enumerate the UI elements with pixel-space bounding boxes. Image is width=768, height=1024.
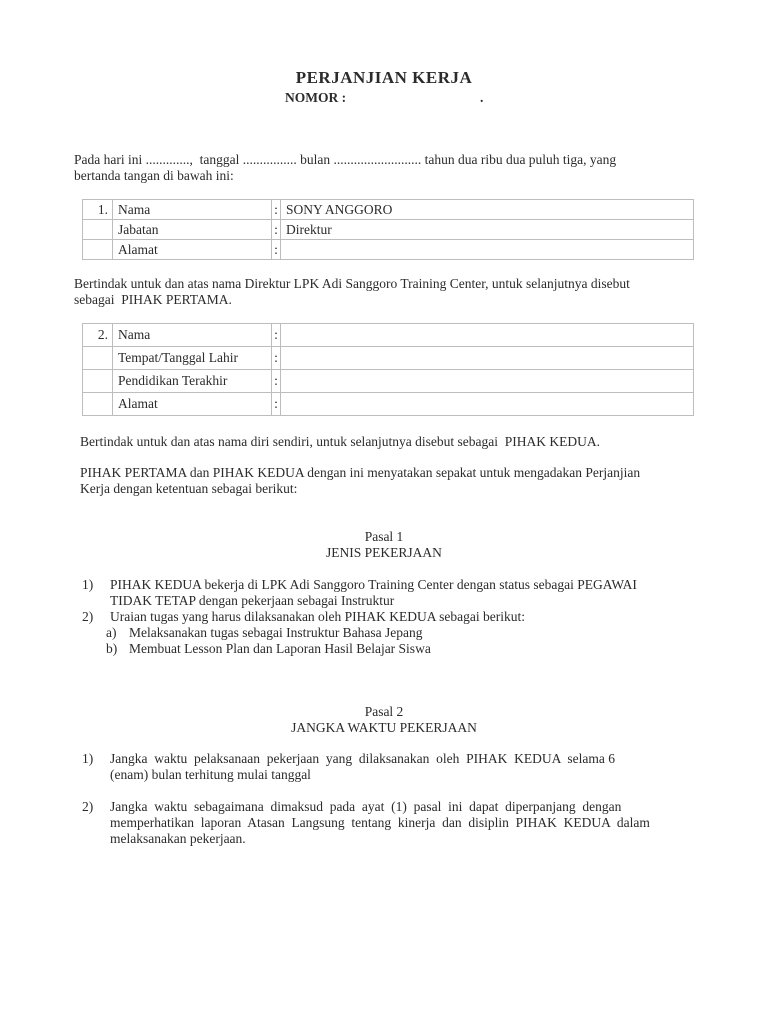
agreement-paragraph	[80, 465, 695, 497]
party2-label: Alamat	[113, 393, 272, 416]
party2-table	[82, 323, 694, 416]
pasal2-item2-number: 2)	[82, 799, 94, 814]
party2-label: Tempat/Tanggal Lahir	[113, 347, 272, 370]
table-row	[83, 220, 694, 240]
party1-label: Alamat	[113, 240, 272, 260]
pasal2-item2-line3: melaksanakan pekerjaan.	[110, 831, 246, 846]
party1-label: Nama	[113, 200, 272, 220]
pasal1-item1	[110, 577, 695, 609]
party1-value	[281, 240, 694, 260]
party2-separator: :	[272, 370, 281, 393]
nomor-label: NOMOR :	[285, 90, 347, 105]
table-row	[83, 240, 694, 260]
party1-value: Direktur	[281, 220, 694, 240]
pasal2-item2-line2: memperhatikan laporan Atasan Langsung tentang kinerja dan disiplin PIHAK KEDUA dalam	[110, 815, 650, 830]
pasal1-subitem-a-number: a)	[106, 625, 117, 640]
party1-separator: :	[272, 200, 281, 220]
pasal2-item1	[110, 751, 695, 783]
party1-separator: :	[272, 240, 281, 260]
table-row	[83, 370, 694, 393]
party1-note	[74, 276, 695, 308]
pasal2-heading: Pasal 2	[364, 704, 404, 719]
party2-separator: :	[272, 347, 281, 370]
party1-number: 1.	[83, 200, 113, 220]
agreement-line-1: PIHAK PERTAMA dan PIHAK KEDUA dengan ini menyatakan sepakat untuk mengadakan Perjanjian	[80, 465, 641, 480]
pasal1-subitem-b-number: b)	[106, 641, 118, 656]
party2-label: Pendidikan Terakhir	[113, 370, 272, 393]
party1-value: SONY ANGGORO	[281, 200, 694, 220]
document-title: PERJANJIAN KERJA	[295, 68, 473, 87]
party2-separator: :	[272, 393, 281, 416]
table-row	[83, 200, 694, 220]
party1-note-line-2: sebagai PIHAK PERTAMA.	[74, 292, 232, 307]
party2-number: 2.	[83, 324, 113, 347]
pasal2-subtitle: JANGKA WAKTU PEKERJAAN	[291, 720, 477, 735]
party2-label: Nama	[113, 324, 272, 347]
party2-separator: :	[272, 324, 281, 347]
pasal1-subtitle: JENIS PEKERJAAN	[326, 545, 442, 560]
pasal1-item1-line2: TIDAK TETAP dengan pekerjaan sebagai Instruktur	[110, 593, 395, 608]
pasal1-item2-number: 2)	[82, 609, 94, 624]
party1-note-line-1: Bertindak untuk dan atas nama Direktur LPK Adi Sanggoro Training Center, untuk selanjutnya disebut	[74, 276, 630, 291]
party2-value	[281, 393, 694, 416]
pasal2-item1-line1: Jangka waktu pelaksanaan pekerjaan yang dilaksanakan oleh PIHAK KEDUA selama 6	[110, 751, 615, 766]
agreement-line-2: Kerja dengan ketentuan sebagai berikut:	[80, 481, 298, 496]
party2-value	[281, 370, 694, 393]
opening-line-2: bertanda tangan di bawah ini:	[74, 168, 234, 183]
table-row	[83, 393, 694, 416]
pasal2-item2	[110, 799, 695, 847]
pasal1-item1-number: 1)	[82, 577, 94, 592]
opening-paragraph	[74, 152, 695, 184]
party1-label: Jabatan	[113, 220, 272, 240]
table-row	[83, 324, 694, 347]
pasal1-heading: Pasal 1	[364, 529, 404, 544]
nomor-dot: .	[480, 90, 484, 105]
opening-line-1: Pada hari ini ............., tanggal ................ bulan .......................... tahun dua ribu dua puluh tiga, yang	[74, 152, 617, 167]
pasal1-subitem-b: Membuat Lesson Plan dan Laporan Hasil Belajar Siswa	[129, 641, 431, 656]
party2-value	[281, 347, 694, 370]
pasal1-item2: Uraian tugas yang harus dilaksanakan oleh PIHAK KEDUA sebagai berikut:	[110, 609, 526, 624]
party2-note: Bertindak untuk dan atas nama diri sendiri, untuk selanjutnya disebut sebagai PIHAK KEDUA.	[80, 434, 601, 449]
pasal2-item2-line1: Jangka waktu sebagaimana dimaksud pada ayat (1) pasal ini dapat diperpanjang dengan	[110, 799, 622, 814]
party1-table	[82, 199, 694, 260]
pasal2-item1-number: 1)	[82, 751, 94, 766]
pasal2-item1-line2: (enam) bulan terhitung mulai tanggal	[110, 767, 311, 782]
pasal1-subitem-a: Melaksanakan tugas sebagai Instruktur Bahasa Jepang	[129, 625, 423, 640]
table-row	[83, 347, 694, 370]
party2-value	[281, 324, 694, 347]
pasal1-item1-line1: PIHAK KEDUA bekerja di LPK Adi Sanggoro Training Center dengan status sebagai PEGAWAI	[110, 577, 637, 592]
party1-separator: :	[272, 220, 281, 240]
